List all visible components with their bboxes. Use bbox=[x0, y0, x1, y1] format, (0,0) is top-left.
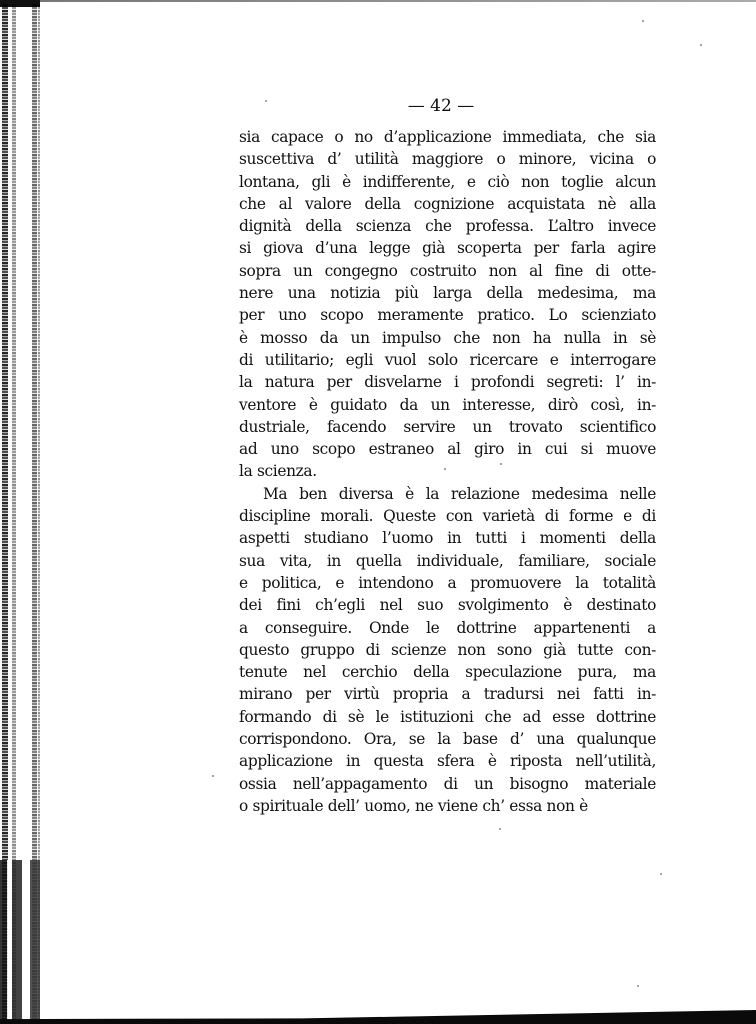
page-number: — 42 — bbox=[407, 96, 475, 116]
text-line: o spirituale dell’ uomo, ne viene ch’ essa non è bbox=[239, 796, 588, 815]
text-line: la scienza. bbox=[239, 462, 317, 481]
text-line: si giova d’una legge già scoperta per farla agire bbox=[239, 239, 656, 258]
text-line: discipline morali. Queste con varietà di forme e di bbox=[239, 507, 656, 526]
body-text bbox=[239, 126, 656, 817]
page-top-edge bbox=[0, 0, 756, 2]
text-line: lontana, gli è indifferente, e ciò non toglie alcun bbox=[239, 172, 656, 191]
text-line: la natura per disvelarne i profondi segreti: l’ in- bbox=[239, 373, 656, 392]
text-line: sopra un congegno costruito non al fine di otte- bbox=[239, 261, 656, 280]
text-line: per uno scopo meramente pratico. Lo scienziato bbox=[239, 306, 656, 325]
text-line: sia capace o no d’applicazione immediata, che sia bbox=[239, 128, 656, 146]
paper-speck bbox=[212, 775, 214, 777]
paper-speck bbox=[660, 873, 662, 875]
paragraph-2 bbox=[239, 483, 656, 817]
page-bottom-edge bbox=[0, 1010, 756, 1024]
text-line: nere una notizia più larga della medesima, ma bbox=[239, 284, 656, 303]
paper-speck bbox=[500, 463, 502, 465]
paper-speck bbox=[637, 985, 639, 987]
text-line: applicazione in questa sfera è riposta nell’utilità, bbox=[239, 752, 656, 771]
text-line: mirano per virtù propria a tradursi nei fatti in- bbox=[239, 685, 656, 704]
paper-speck bbox=[265, 100, 267, 102]
text-line: formando di sè le istituzioni che ad esse dottrine bbox=[239, 707, 656, 726]
text-line: Ma ben diversa è la relazione medesima nelle bbox=[263, 484, 656, 503]
text-line: aspetti studiano l’uomo in tutti i momenti della bbox=[239, 529, 656, 548]
text-line: dignità della scienza che professa. L’altro invece bbox=[239, 217, 656, 236]
text-line: ad uno scopo estraneo al giro in cui si muove bbox=[239, 440, 656, 459]
text-line: ossia nell’appagamento di un bisogno materiale bbox=[239, 774, 656, 793]
book-spine-shadow bbox=[0, 0, 46, 1024]
paper-speck bbox=[444, 468, 446, 470]
text-line: ventore è guidato da un interesse, dirò così, in- bbox=[239, 395, 656, 414]
text-line: corrispondono. Ora, se la base d’ una qualunque bbox=[239, 730, 656, 749]
text-line: e politica, e intendono a promuovere la totalità bbox=[239, 573, 656, 592]
paper-speck bbox=[700, 44, 702, 46]
spine-lower-shadow bbox=[0, 860, 44, 1024]
text-line: tenute nel cerchio della speculazione pura, ma bbox=[239, 663, 656, 682]
text-line: suscettiva d’ utilità maggiore o minore, vicina o bbox=[239, 150, 656, 169]
paragraph-1 bbox=[239, 126, 656, 483]
text-line: che al valore della cognizione acquistata nè alla bbox=[239, 194, 656, 213]
paper-speck bbox=[499, 828, 501, 830]
paper-speck bbox=[642, 20, 644, 22]
text-line: dei fini ch’egli nel suo svolgimento è destinato bbox=[239, 596, 656, 615]
text-line: dustriale, facendo servire un trovato scientifico bbox=[239, 417, 656, 436]
text-line: è mosso da un impulso che non ha nulla in sè bbox=[239, 328, 656, 347]
text-line: questo gruppo di scienze non sono già tutte con- bbox=[239, 640, 656, 659]
text-line: di utilitario; egli vuol solo ricercare e interrogare bbox=[239, 350, 656, 369]
text-line: sua vita, in quella individuale, familiare, sociale bbox=[239, 551, 656, 570]
text-line: a conseguire. Onde le dottrine appartenenti a bbox=[239, 618, 656, 637]
